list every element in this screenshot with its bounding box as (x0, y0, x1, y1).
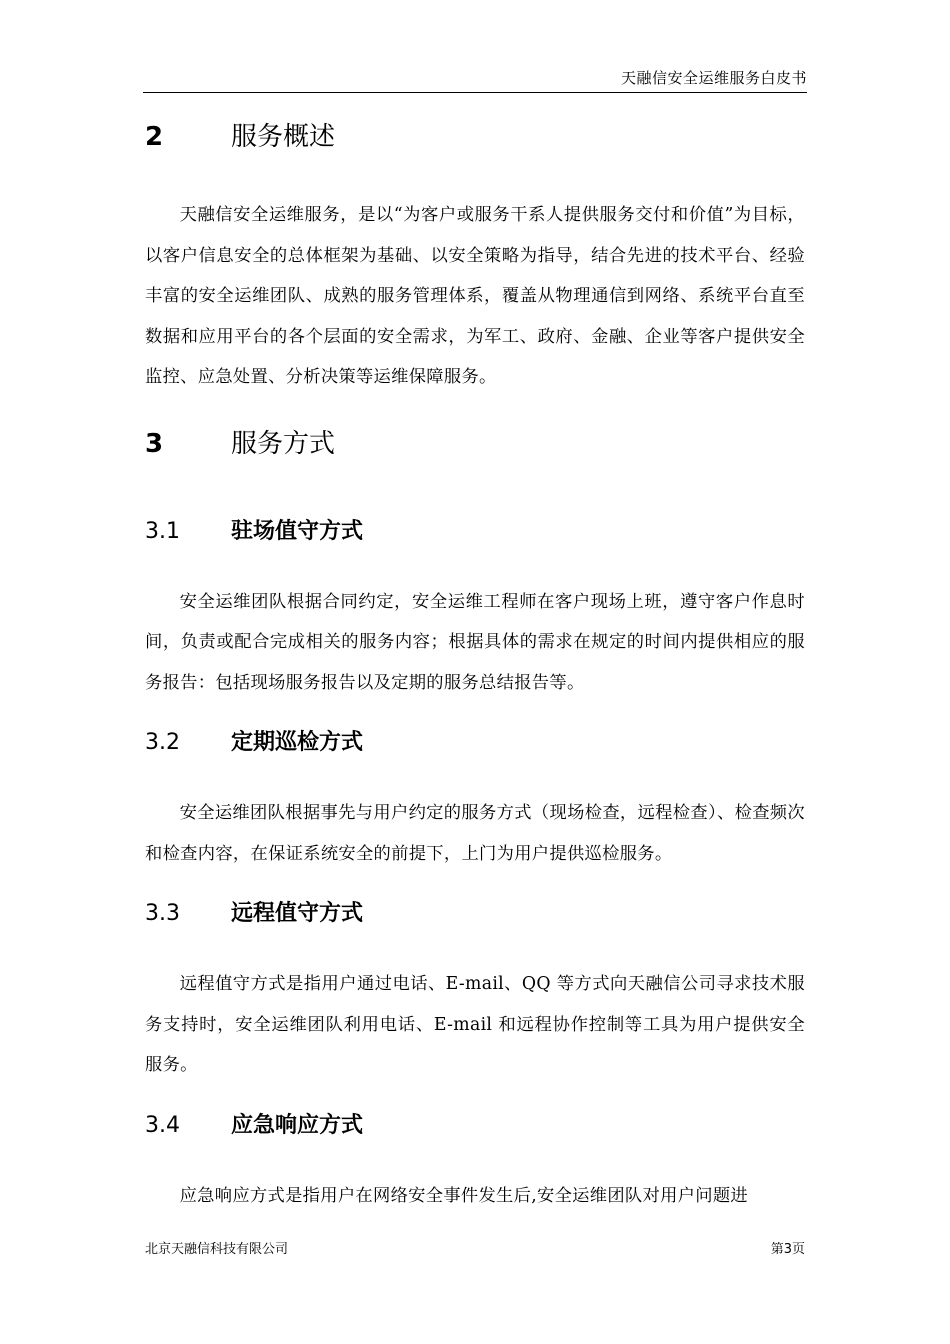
section-3-1-title: 驻场值守方式 (231, 518, 364, 544)
section-3-3-number: 3.3 (145, 901, 180, 926)
section-2-heading (145, 117, 805, 157)
section-3-4-title: 应急响应方式 (231, 1112, 364, 1138)
page-footer (145, 1238, 805, 1257)
section-3-4-heading (145, 1108, 805, 1144)
section-2-number: 2 (145, 122, 164, 152)
section-3-heading (145, 424, 805, 464)
section-3-title: 服务方式 (231, 428, 336, 459)
section-3-2-number: 3.2 (145, 730, 180, 755)
section-3-3-title: 远程值守方式 (231, 901, 364, 926)
section-3-3-paragraph: 远程值守方式是指用户通过电话、E-mail、QQ 等方式向天融信公司寻求技术服务支持时，安全运维团队利用电话、E-mail 和远程协作控制等工具为用户提供安全服务。 (145, 974, 805, 1075)
footer-company: 北京天融信科技有限公司 (145, 1242, 289, 1257)
section-3-4-number: 3.4 (145, 1112, 180, 1138)
section-3-number: 3 (145, 428, 164, 459)
footer-page-number: 第3页 (770, 1242, 805, 1257)
section-3-1-heading (145, 514, 805, 550)
section-3-1-number: 3.1 (145, 518, 180, 544)
section-3-3-heading (145, 896, 805, 932)
section-3-2-paragraph: 安全运维团队根据事先与用户约定的服务方式（现场检查，远程检查）、检查频次和检查内容，在保证系统安全的前提下，上门为用户提供巡检服务。 (145, 803, 805, 864)
page-header (143, 62, 807, 93)
section-3-2-heading (145, 725, 805, 761)
header-title: 天融信安全运维服务白皮书 (620, 69, 807, 87)
section-2-title: 服务概述 (231, 122, 336, 152)
section-3-2-title: 定期巡检方式 (231, 730, 364, 755)
document-body (145, 92, 805, 1216)
section-3-4-paragraph: 应急响应方式是指用户在网络安全事件发生后,安全运维团队对用户问题进 (179, 1185, 748, 1206)
section-2-paragraph: 天融信安全运维服务，是以“为客户或服务干系人提供服务交付和价值”为目标，以客户信息安全的总体框架为基础、以安全策略为指导，结合先进的技术平台、经验丰富的安全运维团队、成熟的服务管理体系，覆盖从物理通信到网络、系统平台直至数据和应用平台的各个层面的安全需求，为军工、政府、金融、企业等客户提供安全监控、应急处置、分析决策等运维保障服务。 (145, 205, 805, 387)
section-3-1-paragraph: 安全运维团队根据合同约定，安全运维工程师在客户现场上班，遵守客户作息时间，负责或配合完成相关的服务内容；根据具体的需求在规定的时间内提供相应的服务报告：包括现场服务报告以及定期的服务总结报告等。 (145, 591, 805, 693)
